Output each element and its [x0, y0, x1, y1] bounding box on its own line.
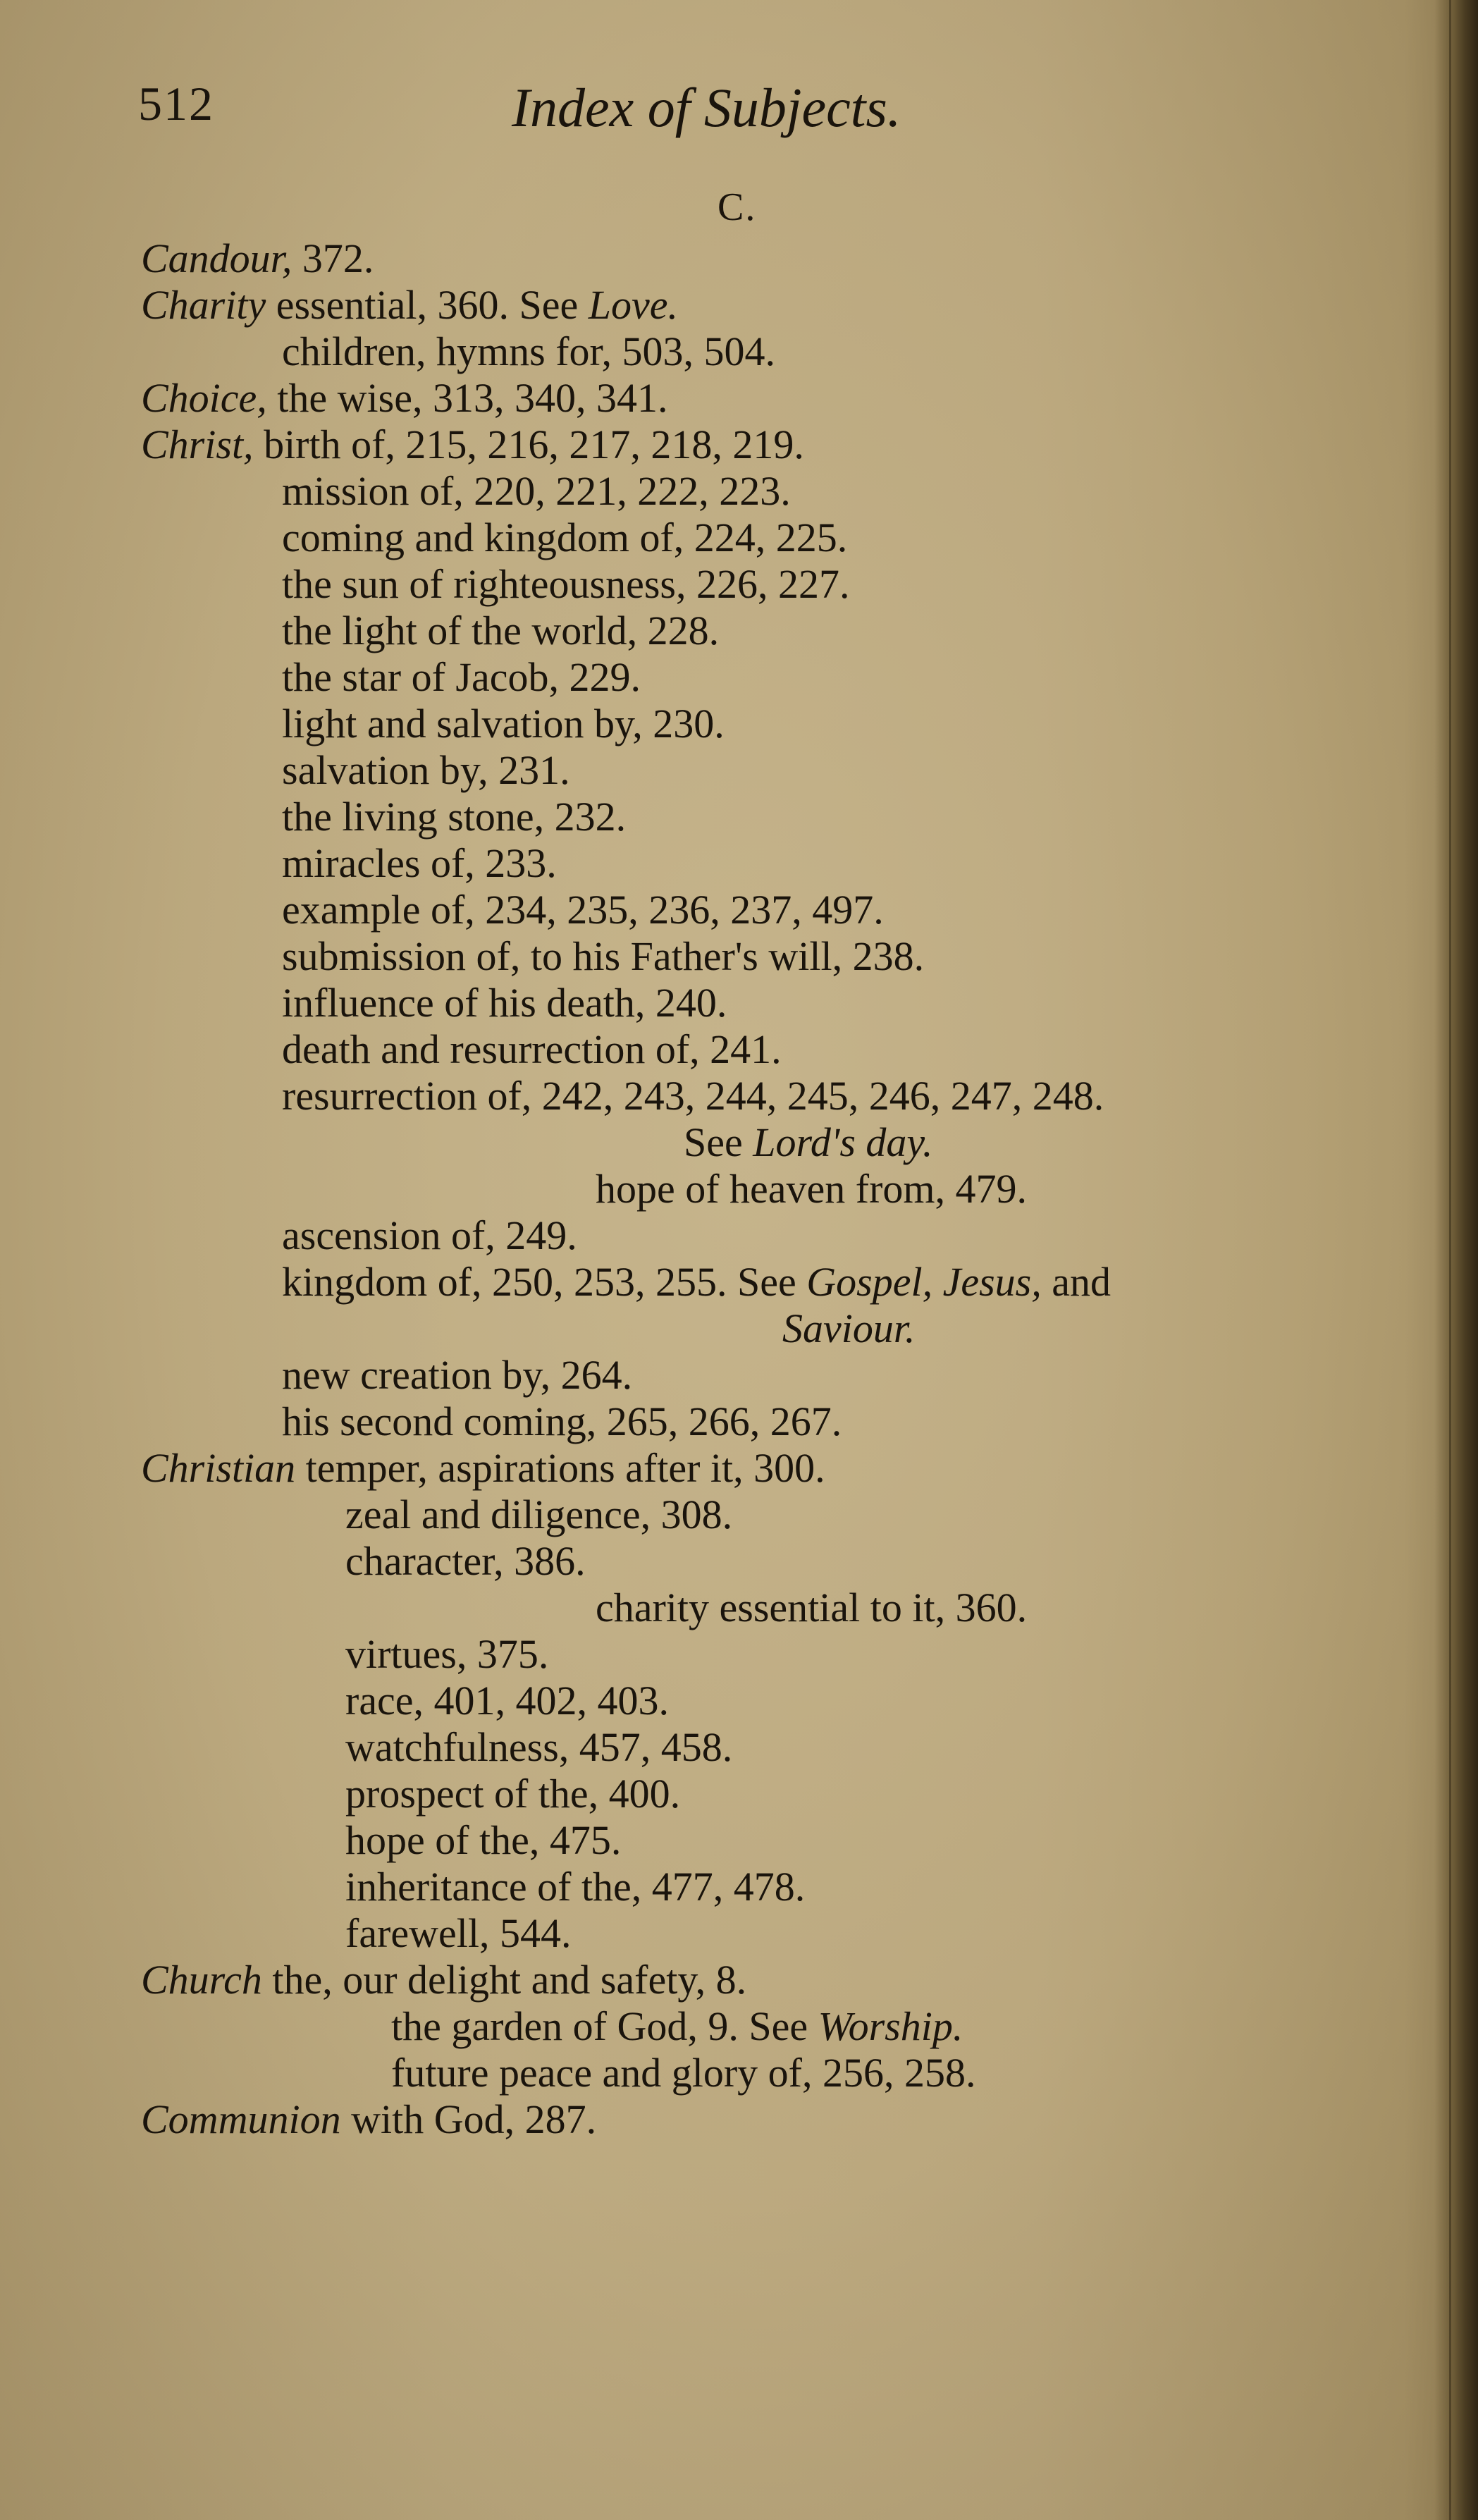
index-subentry: his second coming, 265, 266, 267.: [282, 1399, 842, 1444]
index-subentry: the light of the world, 228.: [282, 608, 720, 653]
index-subentry: kingdom of, 250, 253, 255. See Gospel, Jesus, and: [282, 1259, 1111, 1305]
index-crossref: See Lord's day.: [684, 1119, 933, 1165]
index-entry: Choice, the wise, 313, 340, 341.: [141, 375, 668, 421]
index-subentry: miracles of, 233.: [282, 840, 557, 886]
index-entry: Charity essential, 360. See Love.: [141, 282, 678, 328]
index-subentry: ascension of, 249.: [282, 1212, 577, 1258]
index-subentry: example of, 234, 235, 236, 237, 497.: [282, 887, 884, 933]
page-number: 512: [138, 77, 214, 130]
index-subentry: the living stone, 232.: [282, 794, 627, 840]
index-subentry: light and salvation by, 230.: [282, 701, 725, 746]
index-subentry: virtues, 375.: [345, 1631, 549, 1677]
running-title: Index of Subjects.: [512, 77, 901, 138]
index-subentry: inheritance of the, 477, 478.: [345, 1864, 806, 1910]
index-subentry: hope of heaven from, 479.: [596, 1166, 1028, 1212]
index-subentry: submission of, to his Father's will, 238.: [282, 933, 925, 979]
index-subentry: children, hymns for, 503, 504.: [282, 328, 776, 374]
index-subentry: watchfulness, 457, 458.: [345, 1724, 733, 1770]
section-letter: C.: [718, 185, 757, 229]
index-subentry: the star of Jacob, 229.: [282, 654, 641, 700]
index-entry: Church the, our delight and safety, 8.: [141, 1957, 747, 2003]
index-subentry: death and resurrection of, 241.: [282, 1026, 782, 1072]
page-gutter-shadow: [1434, 0, 1478, 2520]
index-subentry: salvation by, 231.: [282, 747, 570, 793]
index-subentry: charity essential to it, 360.: [596, 1585, 1028, 1630]
index-subentry: prospect of the, 400.: [345, 1771, 681, 1817]
index-subentry: hope of the, 475.: [345, 1817, 622, 1863]
index-entry: Christian temper, aspirations after it, 300.: [141, 1445, 825, 1491]
index-subentry: the sun of righteousness, 226, 227.: [282, 561, 850, 607]
index-subentry: influence of his death, 240.: [282, 980, 727, 1026]
index-subentry: coming and kingdom of, 224, 225.: [282, 515, 848, 560]
index-subentry: future peace and glory of, 256, 258.: [391, 2050, 976, 2096]
index-subentry: resurrection of, 242, 243, 244, 245, 246, 247, 248.: [282, 1073, 1104, 1119]
index-entry: Christ, birth of, 215, 216, 217, 218, 219.: [141, 422, 804, 467]
index-entry: Communion with God, 287.: [141, 2096, 597, 2142]
index-subentry: zeal and diligence, 308.: [345, 1492, 733, 1537]
index-crossref: Saviour.: [782, 1305, 916, 1351]
index-subentry: new creation by, 264.: [282, 1352, 633, 1398]
index-subentry: character, 386.: [345, 1538, 586, 1584]
index-entry: Candour, 372.: [141, 235, 374, 281]
index-subentry: mission of, 220, 221, 222, 223.: [282, 468, 791, 514]
index-subentry: race, 401, 402, 403.: [345, 1678, 670, 1723]
index-subentry: farewell, 544.: [345, 1910, 572, 1956]
index-subentry: the garden of God, 9. See Worship.: [391, 2003, 963, 2049]
binding-edge: [1449, 0, 1451, 2520]
